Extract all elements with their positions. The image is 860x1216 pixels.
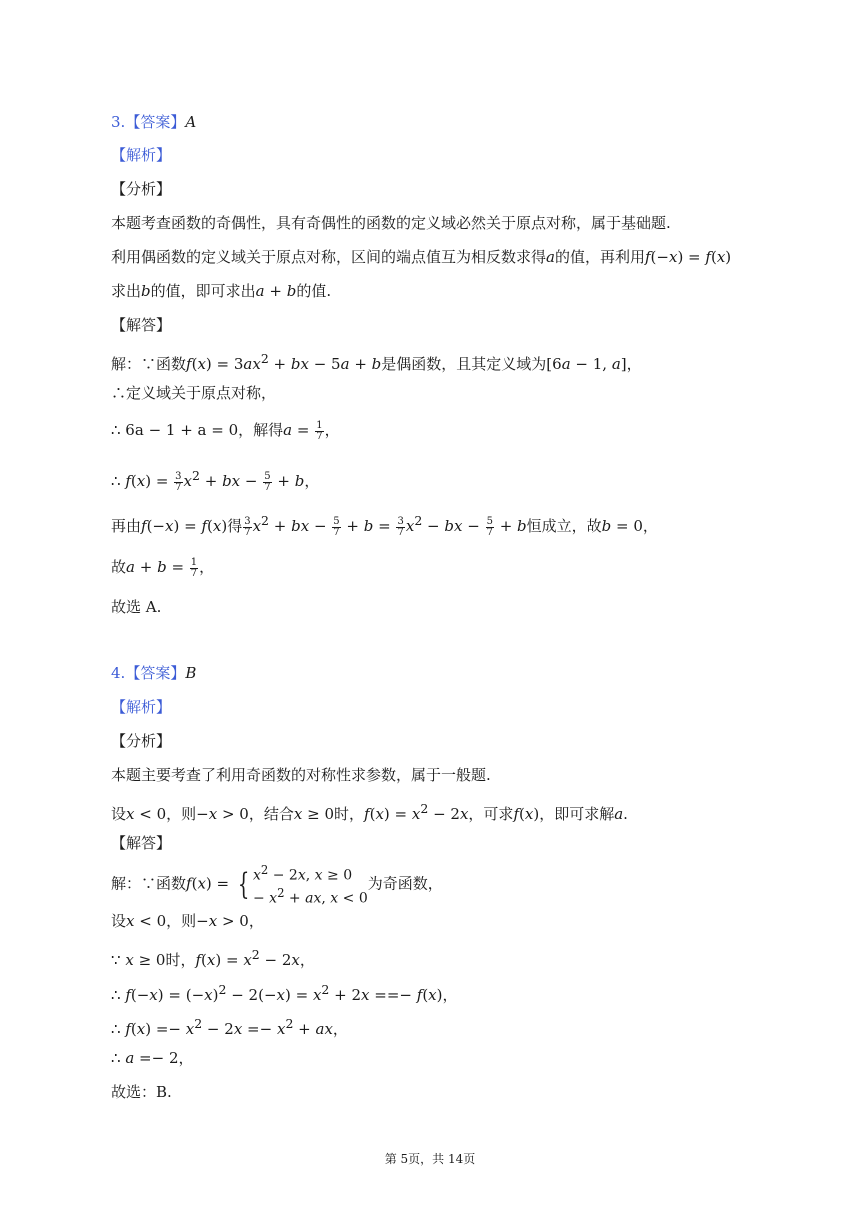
q4-answer-line bbox=[111, 663, 196, 683]
q4-jieda-tag: 【解答】 bbox=[111, 834, 172, 852]
q3-solution-line-6: 故a + b = $\frac{1}{7}$ ， bbox=[111, 556, 215, 579]
q3-solution-line-4: ∴ f(x) = $\frac{3}{7}$ $x^2$ + bx − $\frac{5}{7}$ + b， bbox=[111, 468, 320, 493]
q3-analysis-line-3: 求出b的值，即可求出a + b的值. bbox=[111, 282, 332, 300]
q4-final-choice: 故选：B. bbox=[111, 1083, 172, 1101]
q3-analysis-line-1: 本题考查函数的奇偶性，具有奇偶性的函数的定义域必然关于原点对称，属于基础题. bbox=[111, 214, 671, 232]
q3-jieda-tag: 【解答】 bbox=[111, 316, 172, 334]
q4-analysis-tag: 【解析】 bbox=[111, 698, 172, 716]
q3-answer-line bbox=[111, 112, 196, 132]
q3-final-choice: 故选 A. bbox=[111, 598, 162, 616]
q4-answer: B bbox=[185, 664, 197, 682]
page-footer: 第 5页，共 14页 bbox=[384, 1152, 476, 1166]
q3-analysis-tag: 【解析】 bbox=[111, 146, 172, 164]
q4-fenxi-tag: 【分析】 bbox=[111, 732, 172, 750]
q4-solution-line-3: ∵ x ≥ 0时，$f(x) = x^2 - 2x$， bbox=[111, 947, 315, 969]
q3-solution-line-3: ∴ 6a − 1 + a = 0，解得a = $\frac{1}{7}$ ， bbox=[111, 419, 340, 442]
q4-analysis-line-2: 设x < 0，则−x > 0，结合x ≥ 0时，$f(x) = x^2 - 2x$，可求f(x)，即可求解a. bbox=[111, 801, 628, 823]
q4-solution-line-5: ∴ $f(x) =- x^2 - 2x =- x^2$ + ax， bbox=[111, 1016, 348, 1038]
q4-answer-tag: 【答案】 bbox=[125, 664, 186, 682]
q3-fenxi-tag: 【分析】 bbox=[111, 180, 172, 198]
q4-solution-line-1: 解：∵函数f(x) = { $x^2 - 2x$, x ≥ 0 − $x^2$ + ax, x < 0 为奇函数， bbox=[111, 863, 443, 907]
q4-number: 4. bbox=[111, 664, 126, 682]
q4-analysis-line-1: 本题主要考查了利用奇函数的对称性求参数，属于一般题. bbox=[111, 766, 491, 784]
q4-solution-line-6: ∴ a =− 2， bbox=[111, 1049, 194, 1067]
q3-answer: A bbox=[185, 113, 197, 131]
q3-solution-line-2: ∴定义域关于原点对称， bbox=[111, 384, 277, 402]
q4-solution-line-4: ∴ $f(-x) = (-x)^2 - 2(-x) = x^2 + 2x$ ==− f(x)， bbox=[111, 982, 458, 1004]
q4-solution-line-2: 设x < 0，则−x > 0， bbox=[111, 912, 264, 930]
q3-answer-tag: 【答案】 bbox=[125, 113, 186, 131]
q3-number: 3. bbox=[111, 113, 126, 131]
q3-solution-line-5: 再由f(−x) = f(x)得 $\frac{3}{7}$ $x^2$ + bx − $\frac{5}{7}$ + b = $\frac{3}{7}$ $x^2$ − bx − $\frac{5}{7}$ + b恒成立，故b = 0， bbox=[111, 513, 658, 538]
q3-analysis-line-2: 利用偶函数的定义域关于原点对称，区间的端点值互为相反数求得a的值，再利用f(−x) = f(x) bbox=[111, 248, 732, 266]
q3-solution-line-1: 解：∵函数$f(x) = 3ax^2$ + bx − 5a + b是偶函数，且其定义域为[6a − 1, a]， bbox=[111, 351, 642, 373]
